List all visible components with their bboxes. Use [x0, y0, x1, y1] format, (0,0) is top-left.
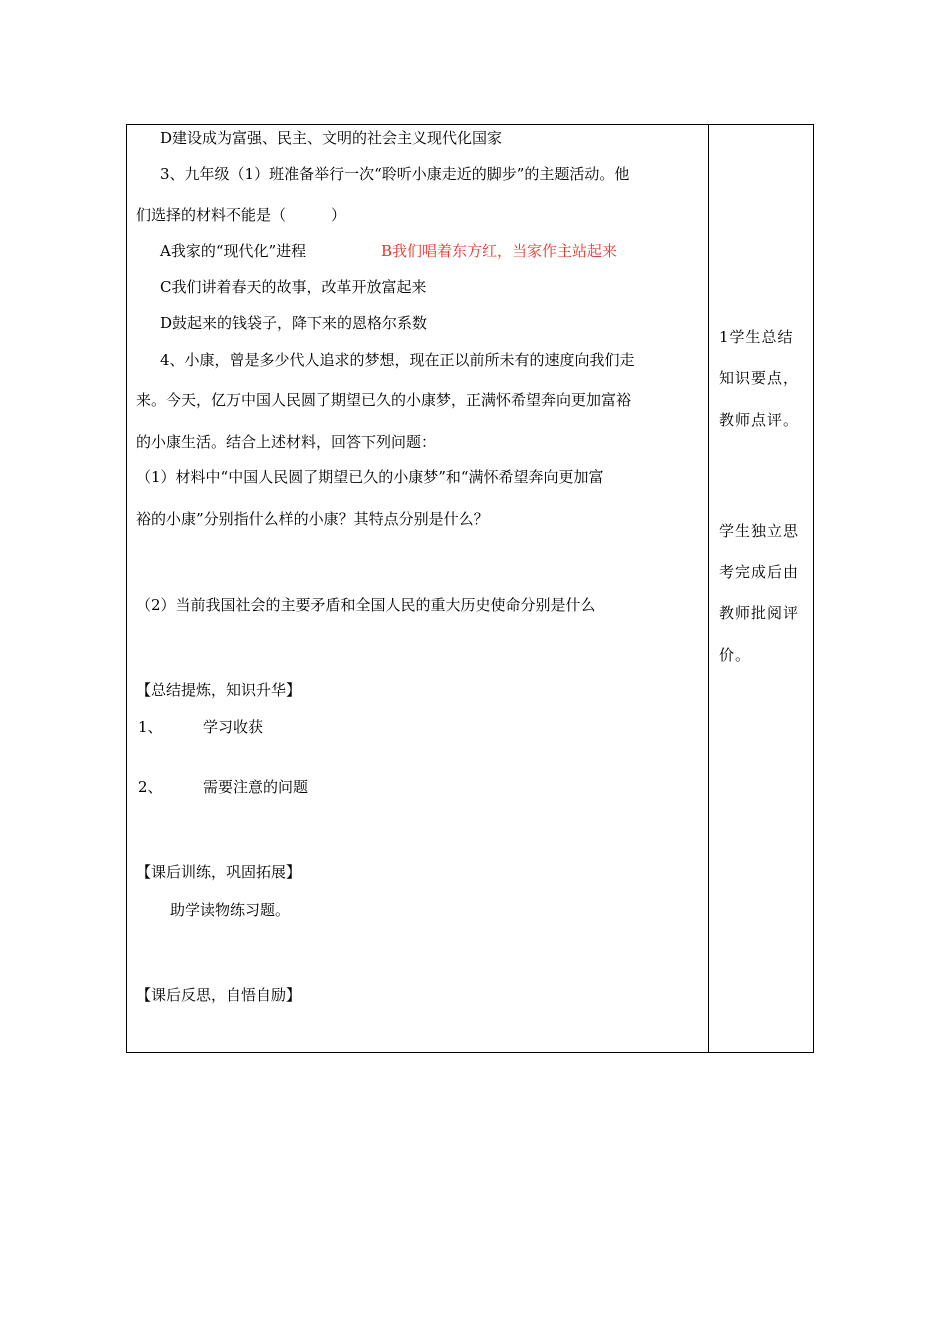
teacher-note-2-line1: 学生独立思 [719, 522, 800, 540]
question-3-line2: 们选择的材料不能是（ ） [136, 206, 347, 224]
summary-heading: 【总结提炼，知识升华】 [136, 681, 302, 699]
question-4-line3: 的小康生活。结合上述材料，回答下列问题： [136, 433, 437, 451]
homework-heading: 【课后训练，巩固拓展】 [136, 863, 302, 881]
question-4-sub1-line2: 裕的小康”分别指什么样的小康？其特点分别是什么？ [136, 510, 489, 528]
q3-previous-option-d: D建设成为富强、民主、文明的社会主义现代化国家 [160, 129, 503, 147]
reflection-heading: 【课后反思，自悟自励】 [136, 986, 302, 1004]
q3-option-b: B我们唱着东方红，当家作主站起来 [381, 242, 618, 260]
question-3-line1: 3、九年级（1）班准备举行一次“聆听小康走近的脚步”的主题活动。他 [160, 165, 630, 183]
q3-option-c: C我们讲着春天的故事，改革开放富起来 [160, 278, 427, 296]
question-4-line2: 来。今天，亿万中国人民圆了期望已久的小康梦，正满怀希望奔向更加富裕 [136, 391, 632, 409]
teacher-note-2-line3: 教师批阅评 [719, 604, 800, 622]
summary-item1-number: 1、 [138, 718, 163, 736]
teacher-note-2-line2: 考完成后由 [719, 563, 800, 581]
q3-option-a: A我家的“现代化”进程 [160, 242, 307, 260]
summary-item2-text: 需要注意的问题 [203, 778, 309, 796]
teacher-note-1-line3: 教师点评。 [719, 411, 800, 429]
q3-option-d: D鼓起来的钱袋子，降下来的恩格尔系数 [160, 314, 428, 332]
column-divider [708, 124, 709, 1053]
teacher-note-2-line4: 价。 [719, 646, 752, 664]
teacher-note-1-line2: 知识要点， [719, 369, 800, 387]
homework-text: 助学读物练习题。 [170, 901, 291, 919]
summary-item2-number: 2、 [138, 778, 163, 796]
teacher-note-1-line1: 1学生总结 [719, 328, 794, 346]
summary-item1-text: 学习收获 [203, 718, 264, 736]
question-4-line1: 4、小康，曾是多少代人追求的梦想，现在正以前所未有的速度向我们走 [160, 351, 635, 369]
question-4-sub2: （2）当前我国社会的主要矛盾和全国人民的重大历史使命分别是什么 [136, 596, 596, 614]
question-4-sub1-line1: （1）材料中“中国人民圆了期望已久的小康梦”和“满怀希望奔向更加富 [136, 468, 604, 486]
